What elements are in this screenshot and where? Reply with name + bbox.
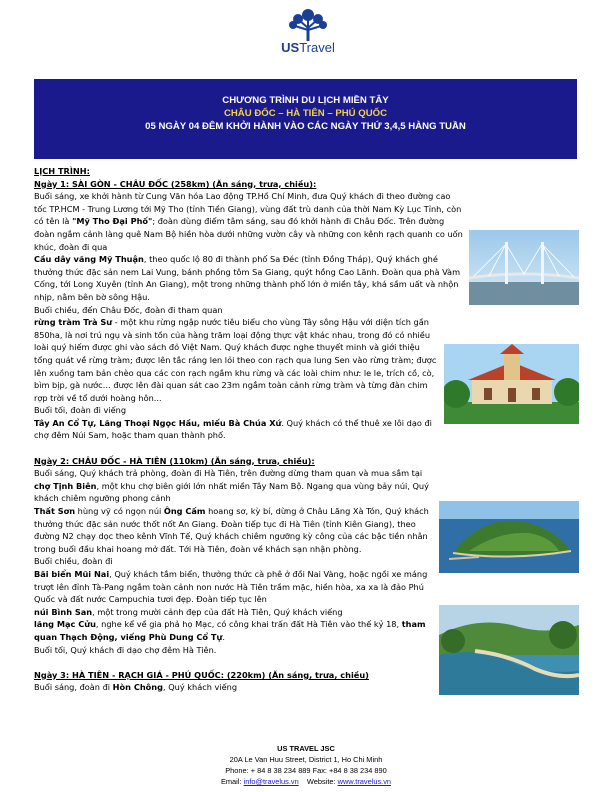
day1-title: Ngày 1: SÀI GÒN - CHÂU ĐỐC (258km) (Ăn sáng, trưa, chiều): (34, 178, 317, 189)
footer-address: 20A Le Van Huu Street, District 1, Ho Chi Minh (229, 755, 383, 764)
banner-line-1: CHƯƠNG TRÌNH DU LỊCH MIỀN TÂY (222, 95, 389, 106)
title-banner (34, 79, 577, 159)
day2-paragraph-2: chợ Tịnh Biên, một khu chợ biên giới lớn nhất miền Tây Nam Bộ. Ngang qua vùng bảy núi, Quý khách chiêm ngưỡng phong cảnh (34, 480, 429, 504)
itinerary-content (34, 165, 579, 695)
footer (0, 743, 612, 787)
beach-photo (439, 605, 579, 695)
day2-paragraph-6: núi Bình San, một trong mười cảnh đẹp của đất Hà Tiên, Quý khách viếng (34, 606, 343, 617)
day3-paragraph-1: Buổi sáng, đoàn đi Hòn Chông, Quý khách viếng (34, 682, 238, 693)
day2-paragraph-8: Buổi tối, Quý khách đi dạo chợ đêm Hà Tiên. (34, 644, 217, 655)
day3-title: Ngày 3: HÀ TIÊN - RẠCH GIÁ - PHÚ QUỐC: (220km) (Ăn sáng, trưa, chiều) (34, 669, 369, 680)
day1-paragraph-1: Buổi sáng, xe khởi hành từ Cung Văn hóa Lao động TP.Hồ Chí Minh, đưa Quý khách đi theo đường cao tốc TP.HCM - Trung Lương tới Mỹ Tho (tỉnh Tiền Giang), vùng đất trù danh của thời Nam Kỳ Lục Tỉnh, còn có tên là "Mỹ Tho Đại Phố"; đoàn dùng điểm tâm sáng, sau đó khởi hành đi Châu Đốc. Trên đường đoàn ngắm cảnh làng quê Nam Bộ hiền hòa dưới những vườn cây và những con kênh rạch quanh co uốn khúc, đoàn đi qua (34, 191, 463, 252)
footer-phone: Phone: + 84 8 38 234 889 Fax: +84 8 38 234 890 (225, 766, 387, 775)
itinerary-heading: LỊCH TRÌNH: (34, 166, 90, 176)
banner-line-3: 05 NGÀY 04 ĐÊM KHỞI HÀNH VÀO CÁC NGÀY THỨ 3,4,5 HÀNG TUẦN (145, 121, 466, 132)
day2-title: Ngày 2: CHÂU ĐỐC - HÀ TIÊN (110km) (Ăn sáng, trưa, chiều): (34, 455, 315, 466)
email-link[interactable]: info@travelus.vn (243, 777, 299, 786)
day2-paragraph-4: Buổi chiều, đoàn đi (34, 556, 113, 567)
footer-company: US TRAVEL JSC (277, 744, 335, 753)
logo-travel: Travel (299, 40, 335, 55)
day2-paragraph-5: Bãi biển Mũi Nai, Quý khách tắm biển, thưởng thức cà phê ở đồi Nai Vàng, hoặc ngồi xe máng trượt lên đỉnh Tà-Pang ngắm toàn cảnh non nước Hà Tiên trầm mặc, hiền hòa, xa xa là đảo Phú Quốc và đất nước Campuchia tươi đẹp. Đoàn tiếp tục lên (34, 569, 428, 605)
temple-photo (444, 344, 579, 424)
day2-paragraph-3: Thất Sơn hùng vỹ có ngọn núi Ông Cấm hoang sơ, kỳ bí, dừng ở Châu Lăng Xà Tón, Quý khách thưởng thức đặc sản nước thốt nốt An Giang. Đoàn tiếp tục đi Hà Tiên (tỉnh Kiên Giang), theo đường N2 chạy dọc theo kênh Vĩnh Tế, Quý khách chiêm ngưỡng kỳ công của các bậc tiền nhân trong buổi đầu khai hoang mở đất. Tới Hà Tiên, đoàn về khách sạn nhận phòng. (34, 506, 429, 554)
website-link[interactable]: www.travelus.vn (337, 777, 392, 786)
us-travel-logo (268, 8, 348, 64)
tree-logo-icon (287, 8, 329, 42)
logo-us: US (281, 40, 300, 55)
day1-paragraph-3: Buổi chiều, đến Châu Đốc, đoàn đi tham quan (34, 304, 223, 315)
day2-paragraph-1: Buổi sáng, Quý khách trả phòng, đoàn đi Hà Tiên, trên đường dừng tham quan và mua sắm tại (34, 468, 423, 479)
day1-paragraph-4: rừng tràm Trà Sư - một khu rừng ngập nước tiêu biểu cho vùng Tây sông Hậu với diện tích gần 850ha, là nơi trú ngụ và sinh tồn của hàng trăm loại động thực vật khác nhau, trong đó có nhiều loài quý hiếm được ghi vào sách đỏ Việt Nam. Quý khách được nghe thuyết minh và giới thiệu tổng quát về rừng tràm; được lên tắc ráng len lỏi theo con rạch qua lung Sen vào rừng tràm; được lên xuồng tam bản chèo qua các con rạch ngắm khu rừng và các loài chim như: le le, trích cồ, cò, bìm bịp, gà nước… được lên đài quan sát cao 23m ngắm toàn cảnh rừng tràm và từng đàn chim rợp trời về tổ dưới hoàng hôn... (34, 317, 437, 403)
bridge-photo (469, 230, 579, 305)
day2-paragraph-7: lăng Mạc Cửu, nghe kể về gia phả họ Mạc, có công khai trấn đất Hà Tiên vào thế kỷ 18, tham quan Thạch Động, viếng Phù Dung Cổ Tự. (34, 619, 426, 642)
day1-paragraph-6: Tây An Cổ Tự, Lăng Thoại Ngọc Hầu, miếu Bà Chúa Xứ. Quý khách có thể thuê xe lôi dạo đi chợ đêm Núi Sam, hoặc tham quan thành phố. (34, 417, 432, 441)
footer-contact: Email: info@travelus.vn Website: www.travelus.vn (220, 777, 392, 786)
island-photo (439, 501, 579, 573)
banner-line-2: CHÂU ĐỐC – HÀ TIÊN – PHÚ QUỐC (223, 108, 388, 119)
day1-paragraph-5: Buổi tối, đoàn đi viếng (34, 405, 127, 416)
day1-paragraph-2: Cầu dây văng Mỹ Thuận, theo quốc lộ 80 đi thành phố Sa Đéc (tỉnh Đồng Tháp), Quý khách ghé thưởng thức đặc sản nem Lai Vung, bánh phồng tôm Sa Giang, quýt hồng Cao Lãnh. Đoàn qua phà Vàm Cống, tới Long Xuyên (tỉnh An Giang), một trong những thành phố lớn ở miền tây, khá sầm uất và nhộn nhịp, nằm bên bờ sông Hậu. (34, 254, 461, 302)
